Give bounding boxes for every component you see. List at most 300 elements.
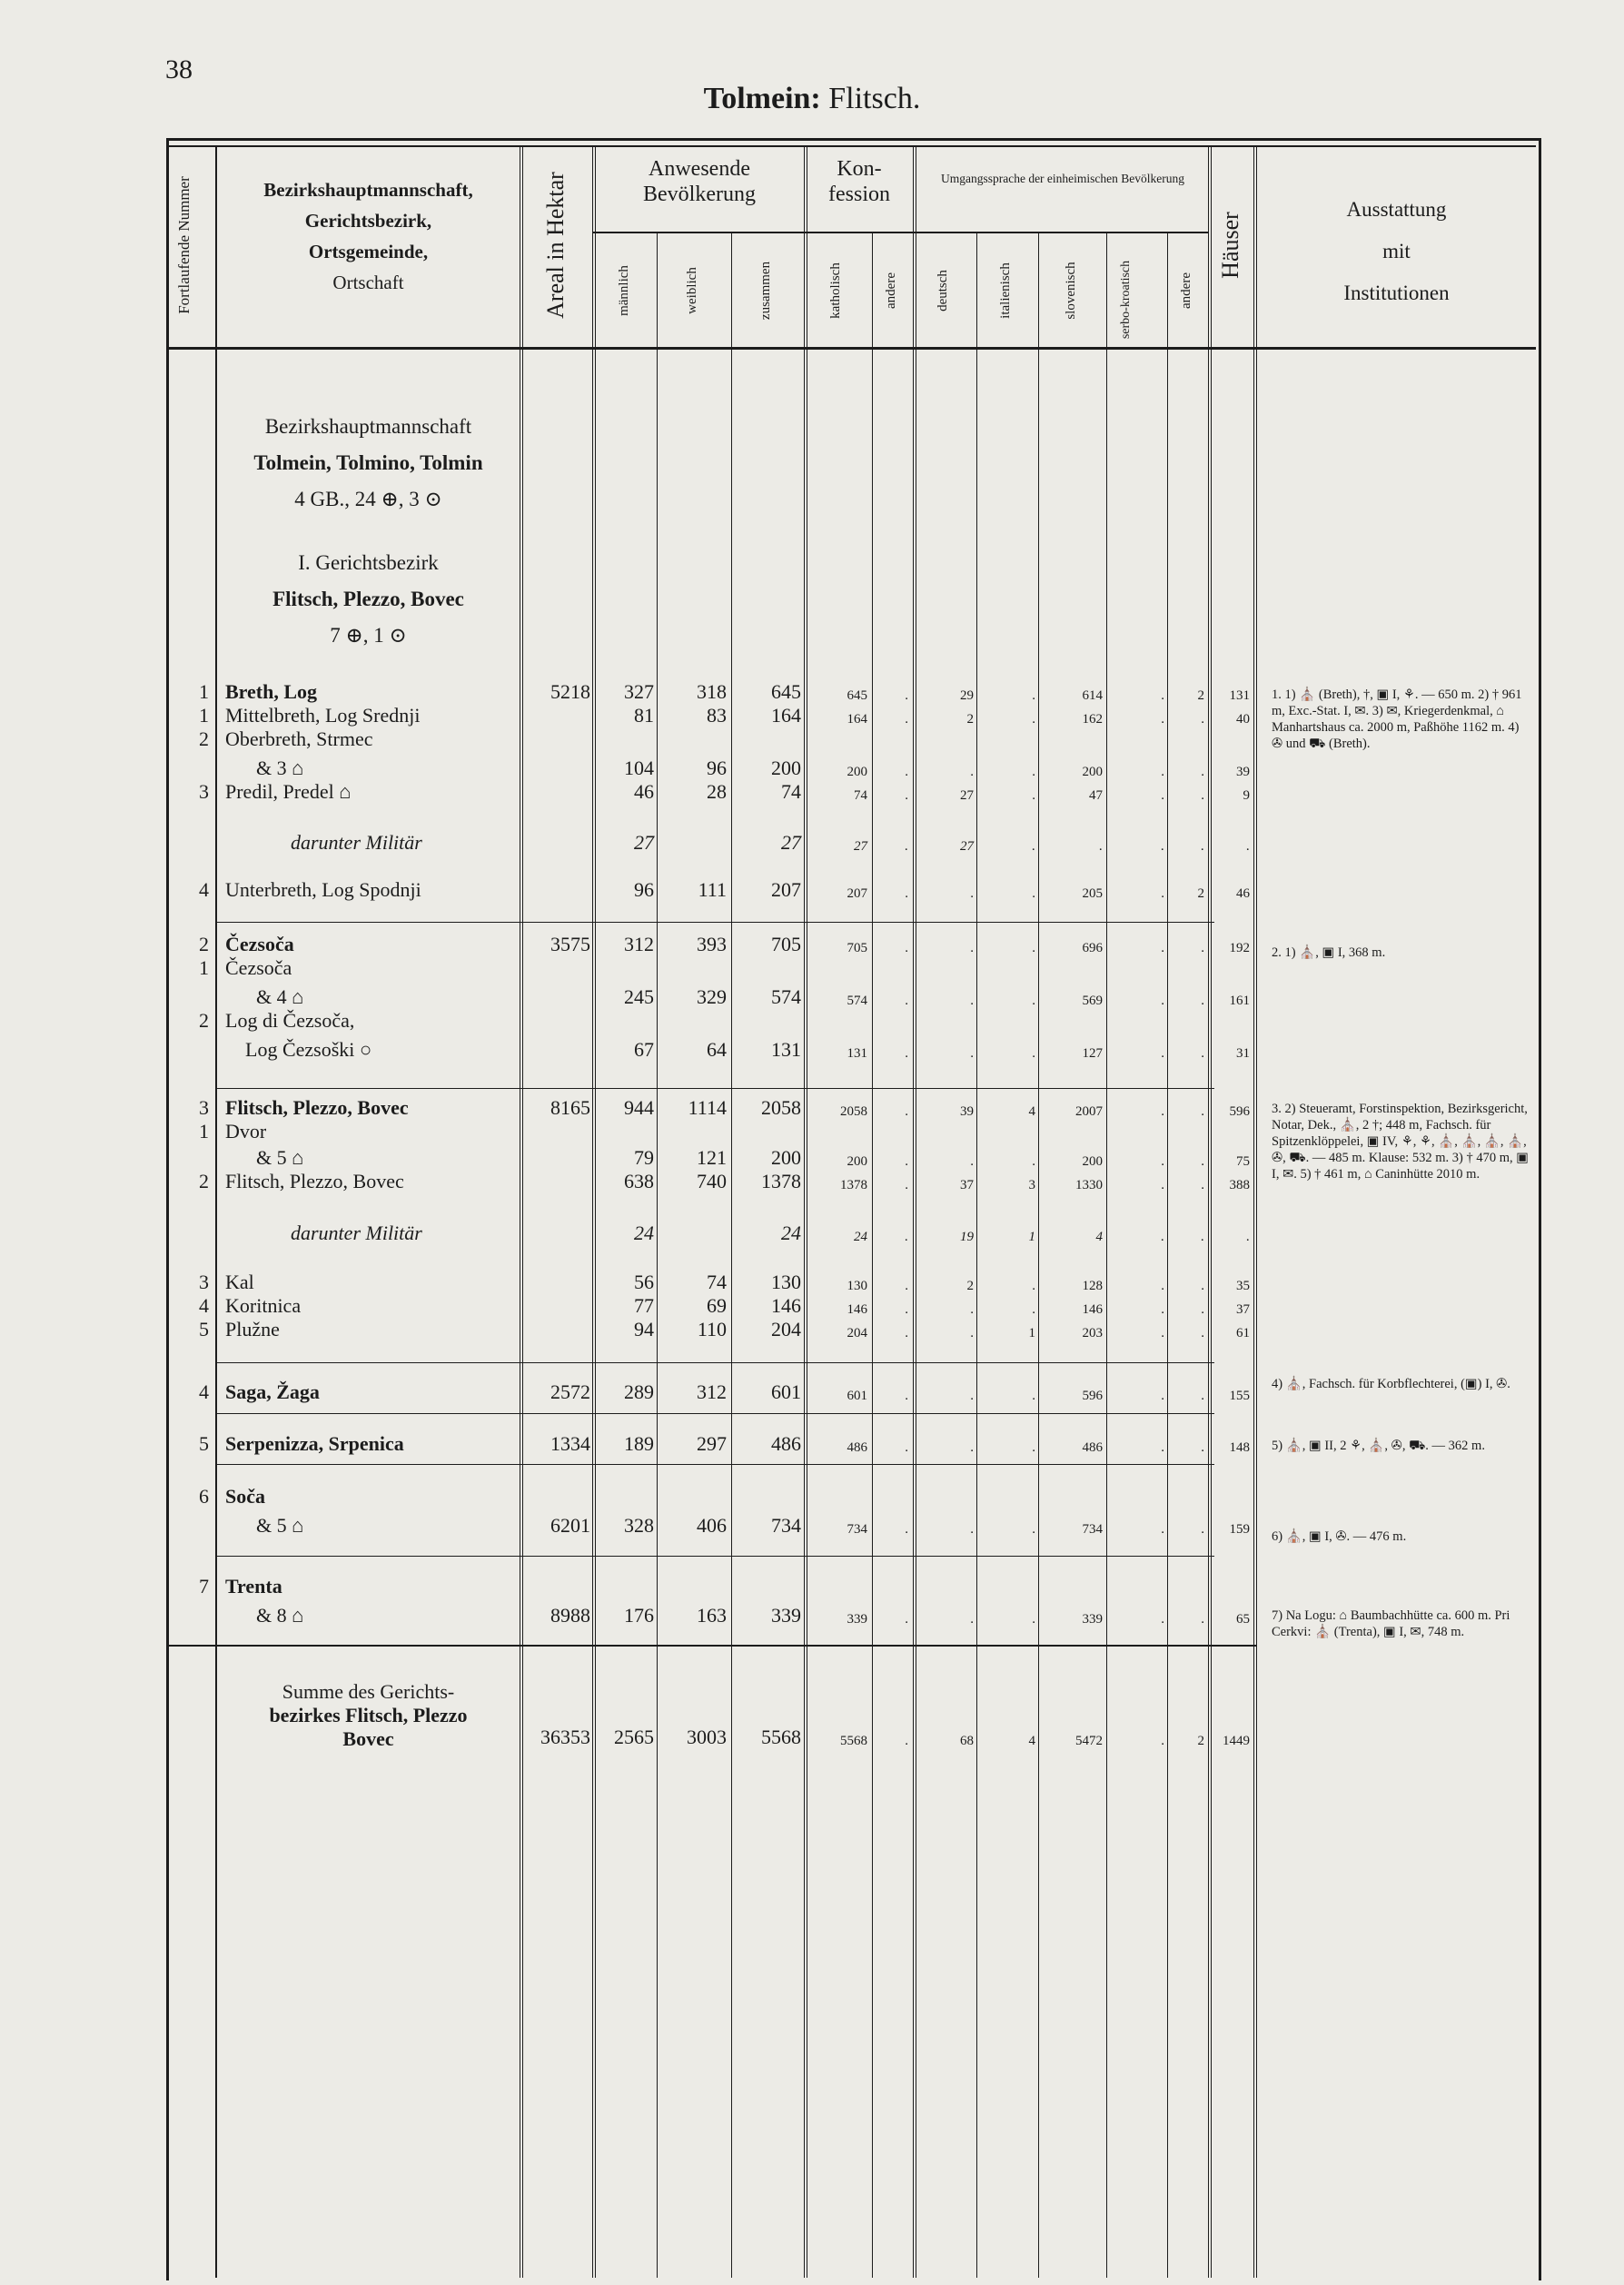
- cell-m: 81: [634, 704, 654, 727]
- section-bh-3: 4 GB., 24 ⊕, 3 ⊙: [294, 488, 442, 510]
- cell-z: 574: [771, 985, 801, 1008]
- cell-slo: 146: [1082, 1302, 1103, 1317]
- cell-deu: 2: [966, 712, 974, 727]
- cell-as: .: [1201, 1154, 1204, 1169]
- cell-deu: 2: [966, 1279, 974, 1293]
- cell-h: 148: [1229, 1440, 1250, 1455]
- cell-h: 46: [1236, 886, 1250, 901]
- cell-kath: 200: [847, 1154, 867, 1169]
- row-name: & 3 ⌂: [256, 757, 304, 779]
- cell-w: 329: [697, 985, 727, 1008]
- header-slovenisch: slovenisch: [1064, 262, 1078, 320]
- cell-z: 146: [771, 1294, 801, 1317]
- section-gb-1: I. Gerichtsbezirk: [298, 551, 439, 574]
- col-line: [1253, 145, 1257, 2278]
- total-label-line2: bezirkes Flitsch, Plezzo: [269, 1704, 468, 1726]
- cell-h: 35: [1236, 1279, 1250, 1293]
- cell-z: 486: [771, 1432, 801, 1455]
- cell-as: .: [1201, 1104, 1204, 1119]
- cell-areal: 3575: [550, 933, 590, 955]
- cell-slo: 4: [1095, 1230, 1103, 1244]
- cell-deu: 39: [960, 1104, 974, 1119]
- cell-m: 328: [624, 1514, 654, 1537]
- cell-m: 27: [634, 831, 654, 854]
- note-4: 4) ⛪, Fachsch. für Korbflechterei, (▣) I, ✇.: [1272, 1377, 1510, 1391]
- total-kath: 5568: [840, 1734, 867, 1748]
- cell-w: 69: [707, 1294, 727, 1317]
- cell-deu: .: [970, 1326, 974, 1340]
- cell-h: 192: [1229, 941, 1250, 955]
- row-number: 2: [199, 1009, 209, 1032]
- note-1: 1. 1) ⛪ (Breth), †, ▣ I, ⚘. — 650 m. 2) † 961 m, Exc.-Stat. I, ✉. 3) ✉, Kriegerdenkmal, ⌂ Manhartshaus ca. 2000 m, Paßhöhe 1162 m. 4) ✇ und ⛟ (Breth).: [1272, 687, 1522, 751]
- cell-slo: 162: [1082, 712, 1103, 727]
- cell-ita: .: [1032, 765, 1035, 779]
- cell-slo: 734: [1082, 1522, 1103, 1537]
- col-line: [592, 145, 596, 2278]
- cell-w: 64: [707, 1038, 727, 1061]
- header-anwesende: Anwesende Bevölkerung: [643, 157, 756, 206]
- cell-and: .: [905, 1230, 908, 1244]
- cell-as: .: [1201, 994, 1204, 1008]
- row-name: & 5 ⌂: [256, 1146, 304, 1169]
- cell-z: 1378: [761, 1170, 801, 1192]
- header-bezirk-line4: Ortschaft: [332, 272, 404, 293]
- cell-as: 2: [1197, 886, 1204, 901]
- cell-areal: 2572: [550, 1380, 590, 1403]
- cell-w: 83: [707, 704, 727, 727]
- cell-w: 163: [697, 1604, 727, 1627]
- cell-m: 104: [624, 757, 654, 779]
- cell-m: 944: [624, 1096, 654, 1119]
- cell-ita: 3: [1028, 1178, 1035, 1192]
- cell-m: 289: [624, 1380, 654, 1403]
- row-name: Plužne: [225, 1318, 280, 1340]
- row-name: Log Čezsoški ○: [245, 1038, 372, 1061]
- cell-as: .: [1201, 1230, 1204, 1244]
- cell-m: 56: [634, 1271, 654, 1293]
- cell-z: 74: [781, 780, 801, 803]
- cell-ita: .: [1032, 788, 1035, 803]
- cell-slo: 200: [1082, 765, 1103, 779]
- total-m: 2565: [614, 1726, 654, 1748]
- total-label-line1: Summe des Gerichts-: [282, 1680, 455, 1703]
- table-frame-inner-top: [166, 145, 1536, 147]
- header-maennlich: männlich: [617, 265, 631, 316]
- row-name: Flitsch, Plezzo, Bovec: [225, 1096, 409, 1119]
- col-line: [731, 232, 732, 2278]
- row-number: 6: [199, 1485, 209, 1508]
- col-line: [1106, 232, 1107, 2278]
- cell-and: .: [905, 1154, 908, 1169]
- total-as: 2: [1197, 1734, 1204, 1748]
- cell-sk: .: [1161, 1440, 1164, 1455]
- cell-ita: .: [1032, 1440, 1035, 1455]
- cell-and: .: [905, 994, 908, 1008]
- note-2: 2. 1) ⛪, ▣ I, 368 m.: [1272, 945, 1386, 960]
- cell-ita: .: [1032, 688, 1035, 703]
- row-name: Čezsoča: [225, 956, 292, 979]
- row-number: 2: [199, 727, 209, 750]
- page-number: 38: [165, 54, 193, 84]
- row-name: Čezsoča: [225, 933, 294, 955]
- cell-deu: .: [970, 1389, 974, 1403]
- header-group-line: [913, 232, 1208, 233]
- cell-m: 24: [634, 1222, 654, 1244]
- section-bh-2: Tolmein, Tolmino, Tolmin: [253, 451, 483, 474]
- cell-as: .: [1201, 1389, 1204, 1403]
- cell-sk: .: [1161, 1154, 1164, 1169]
- cell-deu: .: [970, 994, 974, 1008]
- cell-z: 705: [771, 933, 801, 955]
- header-ausstattung-line1: Ausstattung: [1346, 198, 1447, 221]
- note-6: 6) ⛪, ▣ I, ✇. — 476 m.: [1272, 1529, 1407, 1544]
- cell-z: 207: [771, 878, 801, 901]
- cell-deu: .: [970, 1302, 974, 1317]
- row-name: Log di Čezsoča,: [225, 1009, 355, 1032]
- total-label-line3: Bovec: [342, 1727, 394, 1750]
- cell-and: .: [905, 839, 908, 854]
- header-bezirk: [217, 174, 520, 298]
- cell-h: 75: [1236, 1154, 1250, 1169]
- cell-w: 297: [697, 1432, 727, 1455]
- cell-kath: 601: [847, 1389, 867, 1403]
- cell-sk: .: [1161, 1522, 1164, 1537]
- header-umgang: Umgangssprache der einheimischen Bevölkerung: [940, 172, 1185, 185]
- cell-and: .: [905, 712, 908, 727]
- cell-sk: .: [1161, 688, 1164, 703]
- cell-w: 74: [707, 1271, 727, 1293]
- header-ausstattung-line2: mit: [1382, 240, 1411, 262]
- cell-sk: .: [1161, 839, 1164, 854]
- cell-h: 388: [1229, 1178, 1250, 1192]
- cell-as: .: [1201, 1178, 1204, 1192]
- row-number: 3: [199, 780, 209, 803]
- col-line: [1208, 145, 1212, 2278]
- cell-z: 200: [771, 757, 801, 779]
- cell-deu: 27: [960, 788, 974, 803]
- cell-kath: 27: [854, 839, 867, 854]
- row-number: 5: [199, 1432, 209, 1455]
- cell-and: .: [905, 1389, 908, 1403]
- cell-kath: 645: [847, 688, 867, 703]
- cell-sk: .: [1161, 994, 1164, 1008]
- cell-as: .: [1201, 1279, 1204, 1293]
- section-bh-1: Bezirkshauptmannschaft: [264, 415, 472, 438]
- header-andere-konf: andere: [884, 272, 898, 309]
- note-3: 3. 2) Steueramt, Forstinspektion, Bezirksgericht, Notar, Dek., ⛪, 2 †; 448 m, Fachsch. für Spitzenklöppelei, ▣ IV, ⚘, ⚘, ⛪, ⛪, ⛪, ⛪, ✇, ⛟. — 485 m. Klause: 532 m. 3) † 470 m, ▣ I, ✉. 5) † 461 m, ⌂ Caninhütte 2010 m.: [1272, 1102, 1529, 1182]
- cell-h: 61: [1236, 1326, 1250, 1340]
- cell-z: 200: [771, 1146, 801, 1169]
- cell-z: 130: [771, 1271, 801, 1293]
- note-7: 7) Na Logu: ⌂ Baumbachhütte ca. 600 m. Pri Cerkvi: ⛪ (Trenta), ▣ I, ✉, 748 m.: [1272, 1608, 1510, 1639]
- row-number: 5: [199, 1318, 209, 1340]
- cell-deu: .: [970, 886, 974, 901]
- cell-h: 596: [1229, 1104, 1250, 1119]
- cell-slo: 486: [1082, 1440, 1103, 1455]
- cell-and: .: [905, 788, 908, 803]
- cell-slo: 569: [1082, 994, 1103, 1008]
- row-name: & 5 ⌂: [256, 1514, 304, 1537]
- cell-ita: .: [1032, 1302, 1035, 1317]
- cell-areal: 8165: [550, 1096, 590, 1119]
- row-number: 2: [199, 1170, 209, 1192]
- cell-as: .: [1201, 765, 1204, 779]
- cell-sk: .: [1161, 1326, 1164, 1340]
- cell-kath: 146: [847, 1302, 867, 1317]
- cell-sk: .: [1161, 941, 1164, 955]
- row-number: 7: [199, 1575, 209, 1598]
- cell-z: 645: [771, 680, 801, 703]
- total-areal: 36353: [540, 1726, 590, 1748]
- cell-sk: .: [1161, 1612, 1164, 1627]
- row-separator: [215, 1413, 1214, 1414]
- row-name: Serpenizza, Srpenica: [225, 1432, 404, 1455]
- row-separator: [215, 922, 1214, 923]
- cell-ita: .: [1032, 1279, 1035, 1293]
- total-ita: 4: [1028, 1734, 1035, 1748]
- row-separator: [215, 1556, 1214, 1557]
- cell-w: 393: [697, 933, 727, 955]
- cell-and: .: [905, 886, 908, 901]
- cell-kath: 705: [847, 941, 867, 955]
- total-and: .: [905, 1734, 908, 1748]
- header-deutsch: deutsch: [936, 270, 950, 312]
- row-number: 1: [199, 704, 209, 727]
- row-name: Trenta: [225, 1575, 282, 1598]
- cell-w: 121: [697, 1146, 727, 1169]
- cell-ita: .: [1032, 1522, 1035, 1537]
- col-line: [976, 232, 977, 2278]
- cell-m: 245: [624, 985, 654, 1008]
- header-ausstattung-line3: Institutionen: [1343, 282, 1450, 304]
- cell-kath: 204: [847, 1326, 867, 1340]
- total-slo: 5472: [1075, 1734, 1103, 1748]
- cell-h: .: [1246, 839, 1250, 854]
- cell-slo: 127: [1082, 1046, 1103, 1061]
- cell-and: .: [905, 1279, 908, 1293]
- row-name: Breth, Log: [225, 680, 318, 703]
- header-konfession: Kon- fession: [828, 157, 890, 206]
- row-number: 2: [199, 933, 209, 955]
- cell-and: .: [905, 765, 908, 779]
- cell-kath: 164: [847, 712, 867, 727]
- cell-deu: 37: [960, 1178, 974, 1192]
- row-number: 4: [199, 1380, 209, 1403]
- cell-slo: 128: [1082, 1279, 1103, 1293]
- total-h: 1449: [1223, 1734, 1250, 1748]
- cell-as: .: [1201, 1326, 1204, 1340]
- col-line: [872, 232, 873, 2278]
- cell-as: .: [1201, 712, 1204, 727]
- header-fortlaufende-nummer: Fortlaufende Nummer: [175, 176, 193, 314]
- row-name: Dvor: [225, 1120, 267, 1142]
- cell-deu: .: [970, 1046, 974, 1061]
- cell-and: .: [905, 941, 908, 955]
- cell-h: 131: [1229, 688, 1250, 703]
- cell-as: .: [1201, 1440, 1204, 1455]
- cell-sk: .: [1161, 1389, 1164, 1403]
- cell-as: .: [1201, 1302, 1204, 1317]
- row-number: 3: [199, 1271, 209, 1293]
- cell-sk: .: [1161, 1104, 1164, 1119]
- row-name: Mittelbreth, Log Srednji: [225, 704, 421, 727]
- header-zusammen: zusammen: [758, 261, 773, 321]
- header-katholisch: katholisch: [828, 262, 843, 319]
- cell-z: 24: [781, 1222, 801, 1244]
- cell-h: .: [1246, 1230, 1250, 1244]
- cell-sk: .: [1161, 712, 1164, 727]
- total-deu: 68: [960, 1734, 974, 1748]
- cell-and: .: [905, 688, 908, 703]
- header-serbokroatisch: serbo-kroatisch: [1119, 260, 1133, 340]
- cell-sk: .: [1161, 1046, 1164, 1061]
- header-bezirk-line3: Ortsgemeinde,: [308, 241, 429, 262]
- cell-m: 327: [624, 680, 654, 703]
- row-number: 4: [199, 878, 209, 901]
- cell-sk: .: [1161, 886, 1164, 901]
- cell-ita: .: [1032, 839, 1035, 854]
- cell-kath: 2058: [840, 1104, 867, 1119]
- cell-ita: .: [1032, 941, 1035, 955]
- cell-deu: .: [970, 1522, 974, 1537]
- cell-z: 734: [771, 1514, 801, 1537]
- cell-slo: 339: [1082, 1612, 1103, 1627]
- cell-ita: 4: [1028, 1104, 1035, 1119]
- row-name: Oberbreth, Strmec: [225, 727, 373, 750]
- total-w: 3003: [687, 1726, 727, 1748]
- running-title: [0, 82, 1624, 116]
- row-name: Soča: [225, 1485, 265, 1508]
- cell-z: 339: [771, 1604, 801, 1627]
- cell-slo: 47: [1089, 788, 1103, 803]
- cell-slo: 614: [1082, 688, 1103, 703]
- cell-ita: .: [1032, 712, 1035, 727]
- cell-ita: .: [1032, 1389, 1035, 1403]
- cell-w: 96: [707, 757, 727, 779]
- section-gb-2: Flitsch, Plezzo, Bovec: [272, 588, 464, 610]
- cell-deu: .: [970, 941, 974, 955]
- row-name: & 4 ⌂: [256, 985, 304, 1008]
- cell-as: .: [1201, 788, 1204, 803]
- cell-and: .: [905, 1046, 908, 1061]
- col-line: [804, 145, 807, 2278]
- cell-deu: 29: [960, 688, 974, 703]
- cell-m: 189: [624, 1432, 654, 1455]
- cell-w: 318: [697, 680, 727, 703]
- row-separator: [215, 1088, 1214, 1089]
- running-title-rest: Flitsch.: [820, 82, 921, 115]
- header-areal: Areal in Hektar: [542, 172, 569, 319]
- header-weiblich: weiblich: [685, 267, 699, 314]
- row-name: Flitsch, Plezzo, Bovec: [225, 1170, 404, 1192]
- cell-z: 2058: [761, 1096, 801, 1119]
- cell-areal: 8988: [550, 1604, 590, 1627]
- cell-h: 159: [1229, 1522, 1250, 1537]
- cell-ita: .: [1032, 994, 1035, 1008]
- cell-kath: 74: [854, 788, 867, 803]
- total-label: [217, 1680, 520, 1751]
- cell-m: 176: [624, 1604, 654, 1627]
- header-bezirk-line2: Gerichtsbezirk,: [304, 210, 432, 232]
- cell-slo: .: [1099, 839, 1103, 854]
- header-italienisch: italienisch: [998, 262, 1013, 319]
- cell-and: .: [905, 1104, 908, 1119]
- cell-as: .: [1201, 941, 1204, 955]
- cell-ita: .: [1032, 1046, 1035, 1061]
- cell-z: 601: [771, 1380, 801, 1403]
- cell-sk: .: [1161, 765, 1164, 779]
- cell-w: 111: [698, 878, 727, 901]
- cell-kath: 207: [847, 886, 867, 901]
- cell-ita: 1: [1028, 1230, 1035, 1244]
- cell-w: 406: [697, 1514, 727, 1537]
- cell-as: .: [1201, 839, 1204, 854]
- cell-z: 27: [781, 831, 801, 854]
- cell-slo: 205: [1082, 886, 1103, 901]
- cell-and: .: [905, 1178, 908, 1192]
- row-separator: [215, 1464, 1214, 1465]
- cell-w: 312: [697, 1380, 727, 1403]
- cell-h: 65: [1236, 1612, 1250, 1627]
- cell-h: 40: [1236, 712, 1250, 727]
- cell-w: 110: [697, 1318, 727, 1340]
- cell-ita: .: [1032, 886, 1035, 901]
- row-number: 1: [199, 956, 209, 979]
- cell-as: .: [1201, 1522, 1204, 1537]
- cell-slo: 2007: [1075, 1104, 1103, 1119]
- total-separator: [166, 1645, 1256, 1647]
- cell-sk: .: [1161, 788, 1164, 803]
- total-sk: .: [1161, 1734, 1164, 1748]
- row-number: 4: [199, 1294, 209, 1317]
- cell-z: 131: [771, 1038, 801, 1061]
- cell-deu: .: [970, 765, 974, 779]
- cell-w: 28: [707, 780, 727, 803]
- cell-as: .: [1201, 1046, 1204, 1061]
- row-name: Koritnica: [225, 1294, 302, 1317]
- row-name: darunter Militär: [291, 1222, 422, 1244]
- header-bottom-line: [166, 347, 1536, 350]
- cell-kath: 24: [854, 1230, 867, 1244]
- cell-areal: 6201: [550, 1514, 590, 1537]
- cell-deu: 27: [960, 839, 974, 854]
- col-line: [520, 145, 523, 2278]
- cell-m: 638: [624, 1170, 654, 1192]
- cell-m: 46: [634, 780, 654, 803]
- cell-m: 312: [624, 933, 654, 955]
- cell-deu: .: [970, 1154, 974, 1169]
- cell-slo: 1330: [1075, 1178, 1103, 1192]
- row-name: darunter Militär: [291, 831, 422, 854]
- cell-ita: .: [1032, 1154, 1035, 1169]
- cell-and: .: [905, 1302, 908, 1317]
- row-name: & 8 ⌂: [256, 1604, 304, 1627]
- cell-m: 67: [634, 1038, 654, 1061]
- cell-kath: 200: [847, 765, 867, 779]
- header-andere-spr: andere: [1179, 272, 1193, 309]
- cell-slo: 696: [1082, 941, 1103, 955]
- row-number: 1: [199, 680, 209, 703]
- row-separator: [215, 1362, 1214, 1363]
- cell-and: .: [905, 1440, 908, 1455]
- cell-h: 155: [1229, 1389, 1250, 1403]
- section-gb-3: 7 ⊕, 1 ⊙: [330, 624, 407, 647]
- cell-and: .: [905, 1522, 908, 1537]
- cell-m: 94: [634, 1318, 654, 1340]
- cell-m: 96: [634, 878, 654, 901]
- running-title-bold: Tolmein:: [703, 82, 821, 115]
- row-name: Kal: [225, 1271, 254, 1293]
